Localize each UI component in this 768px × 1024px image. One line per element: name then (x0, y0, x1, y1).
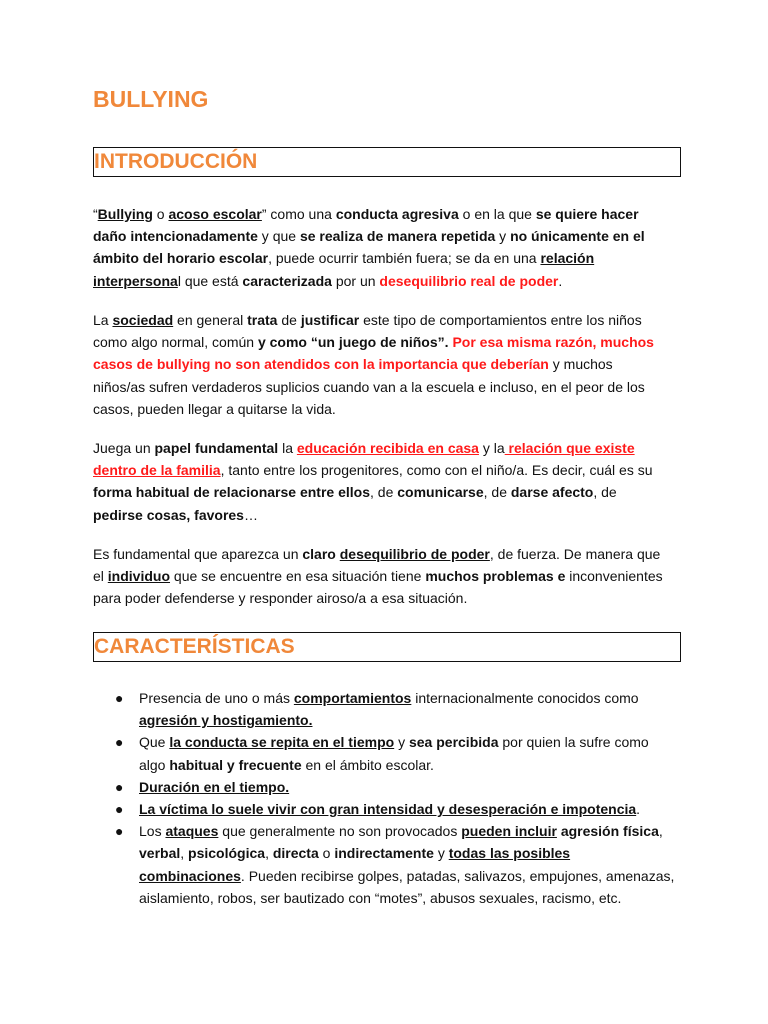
section-heading-intro: INTRODUCCIÓN (94, 150, 258, 173)
list-item: ● Los ataques que generalmente no son provocados pueden incluir agresión física, verbal, psicológica, directa o indirectamente y todas las posibles combinaciones. Pueden recibirse golpes, patadas, salivazos, empujones, amenazas, aislamiento, robos, ser bautizado con “motes”, abusos sexuales, racismo, etc. (93, 820, 678, 909)
characteristics-list (93, 687, 678, 909)
paragraph-3: Juega un papel fundamental la educación recibida en casa y la relación que existe dentro de la familia, tanto entre los progenitores, como con el niño/a. Es decir, cuál es su forma habitual de relacionarse entre ellos, de comunicarse, de darse afecto, de pedirse cosas, favores… (93, 440, 653, 523)
paragraph-2: La sociedad en general trata de justificar este tipo de comportamientos entre los niños como algo normal, común y como “un juego de niños”. Por esa misma razón, muchos casos de bullying no son atendidos con la importancia que deberían y muchos niños/as sufren verdaderos suplicios cuando van a la escuela e incluso, en el peor de los casos, pueden llegar a quitarse la vida. (93, 312, 654, 417)
section-heading-features: CARACTERÍSTICAS (94, 635, 295, 658)
list-item: ● Que la conducta se repita en el tiempo y sea percibida por quien la sufre como algo habitual y frecuente en el ámbito escolar. (93, 731, 678, 775)
list-item: ● Duración en el tiempo. (93, 776, 678, 798)
bullet-icon: ● (115, 823, 124, 840)
list-item: ● Presencia de uno o más comportamientos internacionalmente conocidos como agresión y hostigamiento. (93, 687, 678, 731)
section-caracteristicas (93, 632, 681, 662)
bullet-icon: ● (115, 778, 124, 795)
bullet-icon: ● (115, 734, 124, 751)
section-introduccion (93, 147, 681, 177)
paragraph-4: Es fundamental que aparezca un claro desequilibrio de poder, de fuerza. De manera que el individuo que se encuentre en esa situación tiene muchos problemas e inconvenientes para poder defenderse y responder airoso/a a esa situación. (93, 546, 663, 607)
bullet-icon: ● (115, 801, 124, 818)
list-item: ● La víctima lo suele vivir con gran intensidad y desesperación e impotencia. (93, 798, 678, 820)
bullet-icon: ● (115, 690, 124, 706)
document-title: BULLYING (93, 86, 209, 112)
paragraph-1: “Bullying o acoso escolar” como una conducta agresiva o en la que se quiere hacer daño intencionadamente y que se realiza de manera repetida y no únicamente en el ámbito del horario escolar, puede ocurrir también fuera; se da en una relación interpersonal que está caracterizada por un desequilibrio real de poder. (93, 206, 645, 289)
